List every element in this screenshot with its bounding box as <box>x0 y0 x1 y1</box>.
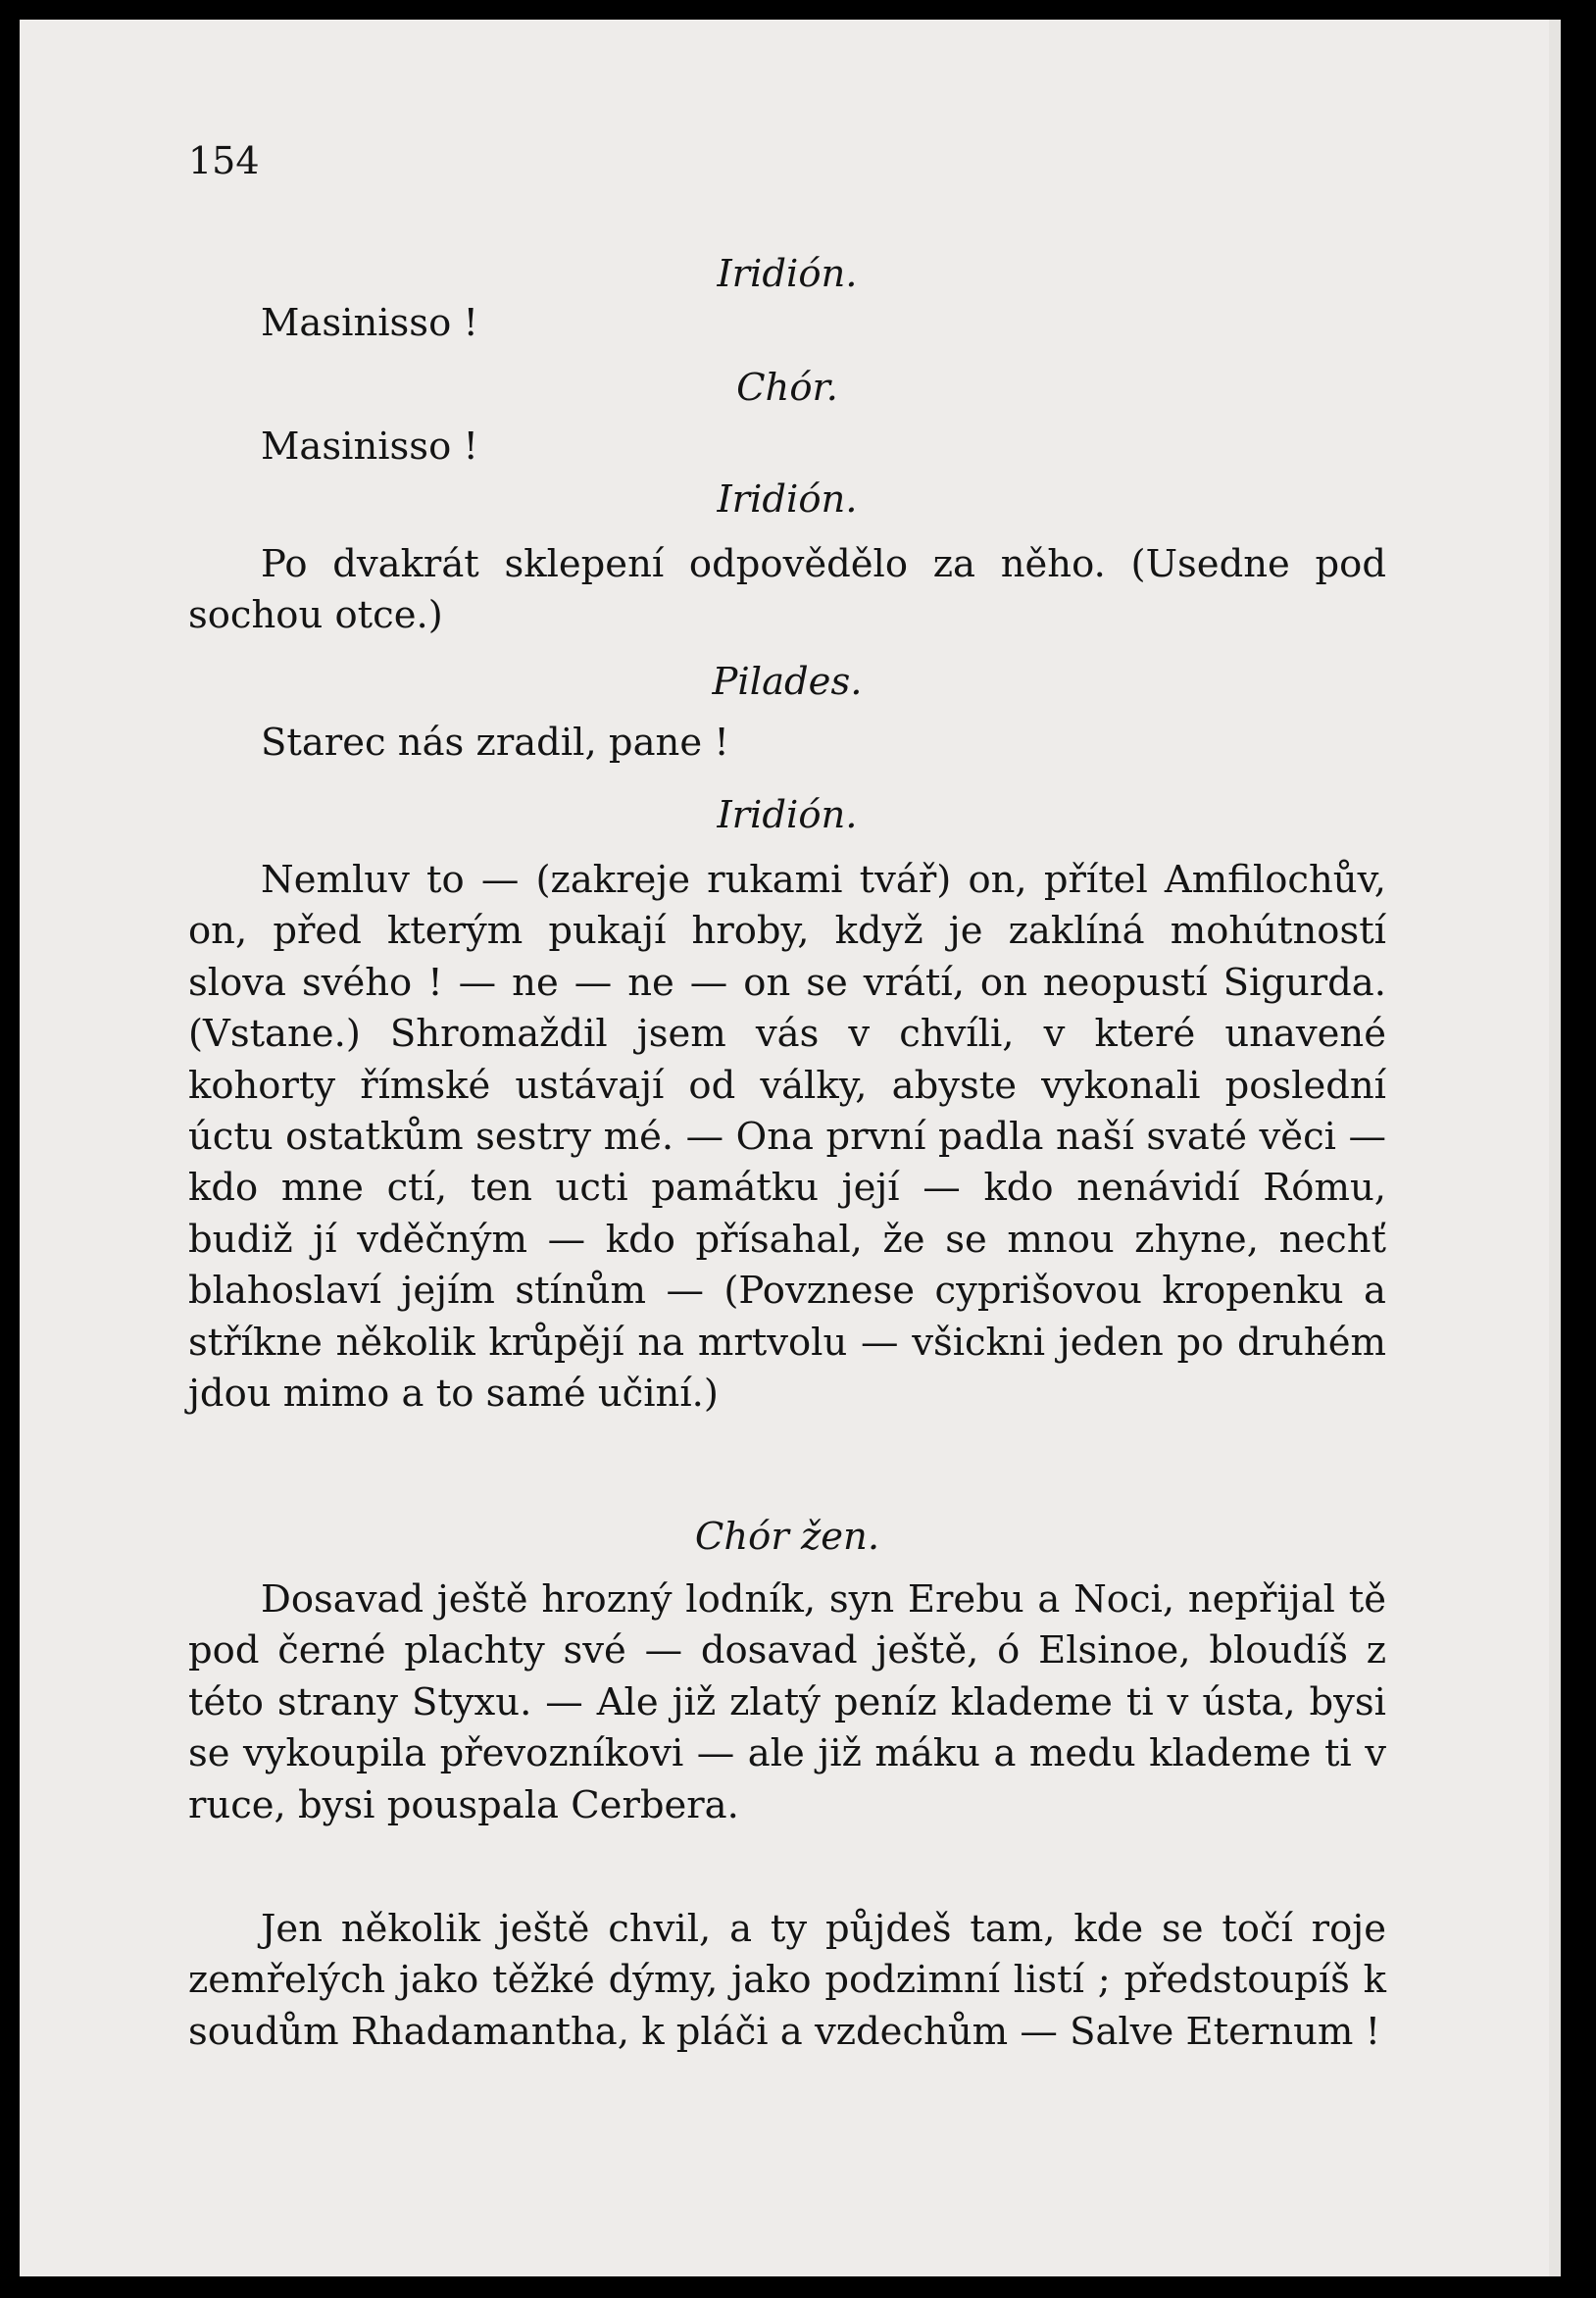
speech-paragraph: Dosavad ještě hrozný lodník, syn Erebu a Noci, nepřijal tě pod černé plachty své — dosavad ještě, ó Elsinoe, bloudíš z této strany Styxu. — Ale již zlatý peníz klademe ti v ústa, bysi se vykoupila převozníkovi — ale již máku a medu klademe ti v ruce, bysi pouspala Cerbera. <box>188 1577 1386 1827</box>
speech-line: Masinisso ! <box>261 425 478 469</box>
speaker-heading: Iridión. <box>717 477 858 522</box>
paper-edge <box>1549 20 1561 2276</box>
speech-paragraph: Jen několik ještě chvil, a ty půjdeš tam, kde se točí roje zemřelých jako těžké dýmy, jako podzimní listí ; předstoupíš k soudům Rhadamantha, k pláči a vzdechům — Salve Eternum ! <box>188 1907 1386 2054</box>
speaker-heading: Iridión. <box>717 793 858 837</box>
speaker-heading: Pilades. <box>712 660 863 704</box>
page-number: 154 <box>188 139 260 182</box>
speech-line: Masinisso ! <box>261 301 478 345</box>
speaker-heading: Iridión. <box>717 252 858 296</box>
speech-paragraph: Po dvakrát sklepení odpovědělo za něho. (Usedne pod sochou otce.) <box>188 542 1386 638</box>
speaker-heading: Chór. <box>736 366 838 410</box>
speaker-heading: Chór žen. <box>694 1515 880 1559</box>
speech-paragraph: Nemluv to — (zakreje rukami tvář) on, přítel Amfilochův, on, před kterým pukají hroby, když je zaklíná mohútností slova svého ! — ne — ne — on se vrátí, on neopustí Sigurda. (Vstane.) Shromaždil jsem vás v chvíli, v které unavené kohorty římské ustávají od války, abyste vykonali poslední úctu ostatkům sestry mé. — Ona první padla naší svaté věci — kdo mne ctí, ten ucti památku její — kdo nenávidí Rómu, budiž jí vděčným — kdo přísahal, že se mnou zhyne, nechť blahoslaví jejím stínům — (Povznese cyprišovou kropenku a stříkne několik krůpějí na mrtvolu — všickni jeden po druhém jdou mimo a to samé učiní.) <box>188 858 1386 1417</box>
speech-line: Starec nás zradil, pane ! <box>261 721 729 765</box>
